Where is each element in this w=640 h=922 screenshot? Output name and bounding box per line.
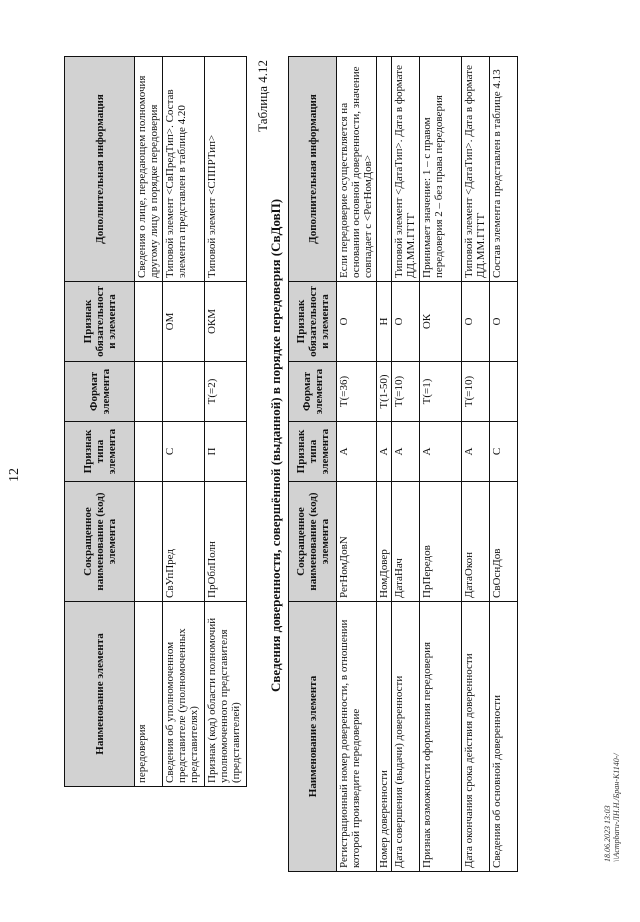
header-cell: Формат элемента — [289, 362, 337, 422]
header-cell: Сокращенное наименование (код) элемента — [65, 482, 135, 602]
table-header-row — [289, 57, 337, 872]
table-cell: С — [490, 422, 518, 482]
table-cell: Принимает значение: 1 – с правом передоверия 2 – без права передоверия — [420, 57, 462, 282]
table-cell: Если передоверие осуществляется на основании основной доверенности, значение совпадает с <РегНомДов> — [337, 57, 377, 282]
table-cell: Регистрационный номер доверенности, в отношении которой произведите передоверие — [337, 602, 377, 872]
header-cell: Дополнительная информация — [289, 57, 337, 282]
header-cell: Признак обязательности элемента — [289, 282, 337, 362]
table-cell: T(1-50) — [377, 362, 392, 422]
header-cell: Наименование элемента — [65, 602, 135, 787]
table-cell: Признак (код) области полномочий уполномоченного представителя (представителей) — [205, 602, 247, 787]
table-header-row — [65, 57, 135, 787]
table-cell — [490, 362, 518, 422]
table-cell — [163, 362, 205, 422]
table-row — [392, 57, 420, 872]
table-row — [337, 57, 377, 872]
table-row — [462, 57, 490, 872]
table-cell — [135, 282, 163, 362]
header-cell: Признак обязательности элемента — [65, 282, 135, 362]
table-cell: А — [337, 422, 377, 482]
table-cell: T(=10) — [392, 362, 420, 422]
footer-stamp — [603, 753, 621, 862]
table-cell: Типовой элемент <ДатаТип>. Дата в формате ДД.ММ.ГГГГ — [392, 57, 420, 282]
table-cell — [135, 362, 163, 422]
table-row — [163, 57, 205, 787]
table-continued — [64, 56, 247, 787]
table-cell: П — [205, 422, 247, 482]
table-cell: Номер доверенности — [377, 602, 392, 872]
header-cell: Наименование элемента — [289, 602, 337, 872]
table-cell: НомДовер — [377, 482, 392, 602]
table-cell: ОКМ — [205, 282, 247, 362]
header-cell: Признак типа элемента — [289, 422, 337, 482]
table-cell: ПрОблПолн — [205, 482, 247, 602]
footer-path: \\Acmpbaru-ЛН.Н./Бран-К1140-/ — [612, 753, 621, 862]
table-cell: T(=1) — [420, 362, 462, 422]
table-cell: Признак возможности оформления передоверия — [420, 602, 462, 872]
table-cell: ДатаНач — [392, 482, 420, 602]
table-cell: T(=36) — [337, 362, 377, 422]
table-cell: Дата совершения (выдачи) доверенности — [392, 602, 420, 872]
table-caption: Сведения доверенности, совершённой (выданной) в порядке передоверия (СвДовП) — [268, 198, 283, 692]
table-cell: ДатаОкон — [462, 482, 490, 602]
header-cell: Признак типа элемента — [65, 422, 135, 482]
table-cell: А — [377, 422, 392, 482]
table-label: Таблица 4.12 — [255, 60, 270, 132]
table-cell: Состав элемента представлен в таблице 4.13 — [490, 57, 518, 282]
table-cell: О — [392, 282, 420, 362]
table-row — [420, 57, 462, 872]
table-cell: Типовой элемент <СППРТип> — [205, 57, 247, 282]
table-cell: О — [462, 282, 490, 362]
table-cell: T(=10) — [462, 362, 490, 422]
table-cell: Сведения об уполномоченном представителе (уполномоченных представителях) — [163, 602, 205, 787]
table-cell: СвУпПред — [163, 482, 205, 602]
table-cell: Сведения об основной доверенности — [490, 602, 518, 872]
table-4-12 — [288, 56, 518, 872]
footer-date: 18.06.2023 13:03 — [603, 805, 612, 862]
table-cell: T(=2) — [205, 362, 247, 422]
table-cell: СвОснДов — [490, 482, 518, 602]
header-cell: Сокращенное наименование (код) элемента — [289, 482, 337, 602]
table-cell: А — [420, 422, 462, 482]
table-cell — [377, 57, 392, 282]
header-cell: Дополнительная информация — [65, 57, 135, 282]
table-row — [135, 57, 163, 787]
table-cell: Типовой элемент <СвПредТип>. Состав элемента представлен в таблице 4.20 — [163, 57, 205, 282]
table-cell: С — [163, 422, 205, 482]
table-cell: ОК — [420, 282, 462, 362]
table-cell: Н — [377, 282, 392, 362]
table-cell: ПрПередов — [420, 482, 462, 602]
table-cell: РегНомДовN — [337, 482, 377, 602]
header-cell: Формат элемента — [65, 362, 135, 422]
table-cell — [135, 422, 163, 482]
table-row — [205, 57, 247, 787]
table-cell: Сведения о лице, передающем полномочия другому лицу в порядке передоверия — [135, 57, 163, 282]
table-cell: Типовой элемент <ДатаТип>. Дата в формате ДД.ММ.ГГГГ — [462, 57, 490, 282]
table-cell: А — [462, 422, 490, 482]
table-row — [490, 57, 518, 872]
table-cell: ОМ — [163, 282, 205, 362]
table-cell: А — [392, 422, 420, 482]
page-number: 12 — [7, 468, 22, 482]
table-cell — [135, 482, 163, 602]
table-row — [377, 57, 392, 872]
table-cell: Дата окончания срока действия доверенности — [462, 602, 490, 872]
table-cell: О — [337, 282, 377, 362]
table-cell: О — [490, 282, 518, 362]
table-cell: передоверия — [135, 602, 163, 787]
